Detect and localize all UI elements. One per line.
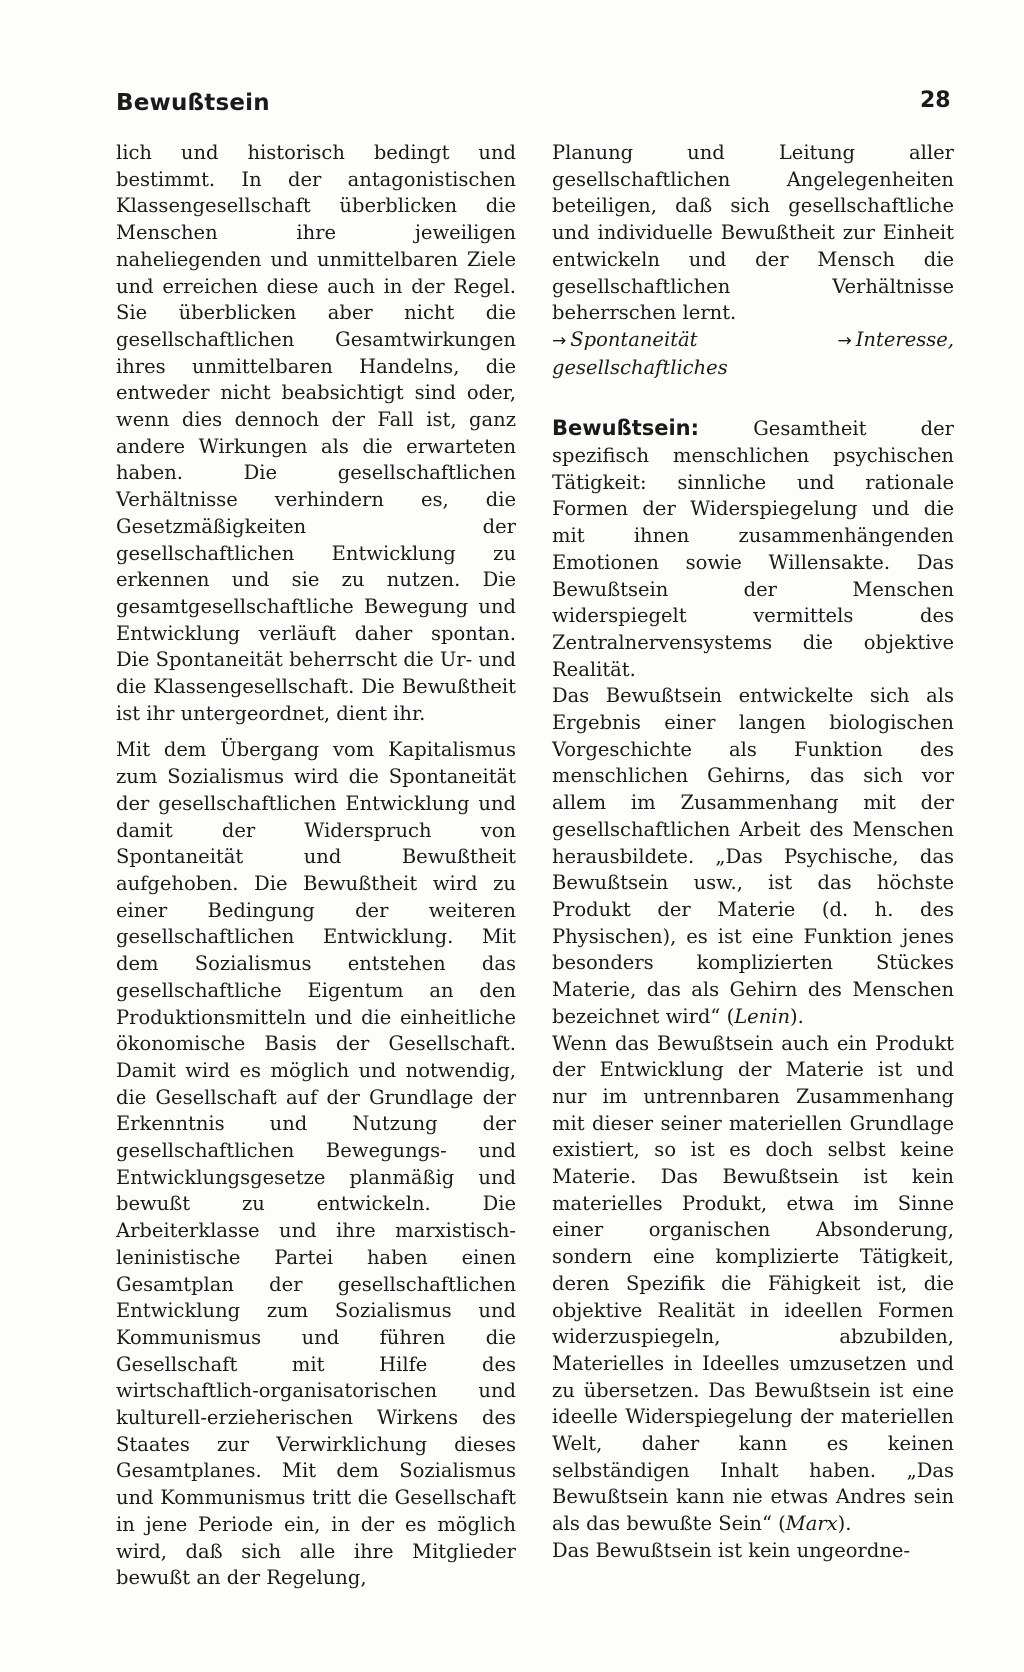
- quote-author: Lenin: [734, 1004, 791, 1028]
- paragraph: Das Bewußtsein entwickelte sich als Ergebnis einer langen biologischen Vorgeschichte als Funktion des menschlichen Gehirns, das sich vor allem im Zusammenhang mit der gesellschaftlichen Arbeit des Menschen herausbildete. „Das Psychische, das Bewußtsein usw., ist das höchste Produkt der Materie (d. h. des Physischen), es ist eine Funktion jenes besonders komplizierten Stückes Materie, das als Gehirn des Menschen bezeichnet wird“ (Lenin).: [552, 684, 954, 1028]
- paragraph: lich und historisch bedingt und bestimmt. In der antagonistischen Klassengesellschaft überblicken die Menschen ihre jeweiligen naheliegenden und unmittelbaren Ziele und erreichen diese auch in der Regel. Sie überblicken aber nicht die gesellschaftlichen Gesamtwirkungen ihres unmittelbaren Handelns, die entweder nicht beabsichtigt sind oder, wenn dies dennoch der Fall ist, ganz andere Wirkungen als die erwarteten haben. Die gesellschaftlichen Verhältnisse verhindern es, die Gesetzmäßigkeiten der gesellschaftlichen Entwicklung zu erkennen und sie zu nutzen. Die gesamtgesellschaftliche Bewegung und Entwicklung verläuft daher spontan. Die Spontaneität beherrscht die Ur- und die Klassengesellschaft. Die Bewußtheit ist ihr untergeordnet, dient ihr.: [116, 141, 516, 725]
- crossref-link[interactable]: Spontaneität: [570, 327, 698, 351]
- cross-reference: [552, 327, 954, 381]
- left-column: [116, 140, 516, 1592]
- paragraph: Mit dem Übergang vom Kapitalismus zum Sozialismus wird die Spontaneität der gesellschaftlichen Entwicklung und damit der Widerspruch von Spontaneität und Bewußtheit aufgehoben. Die Bewußtheit wird zu einer Bedingung der weiteren gesellschaftlichen Entwicklung. Mit dem Sozialismus entstehen das gesellschaftliche Eigentum an den Produktionsmitteln und die einheitliche ökonomische Basis der Gesellschaft. Damit wird es möglich und notwendig, die Gesellschaft auf der Grundlage der Erkenntnis und Nutzung der gesellschaftlichen Bewegungs- und Entwicklungsgesetze planmäßig und bewußt zu entwickeln. Die Arbeiterklasse und ihre marxistisch-leninistische Partei haben einen Gesamtplan der gesellschaftlichen Entwicklung zum Sozialismus und Kommunismus und führen die Gesellschaft mit Hilfe des wirtschaftlich-organisatorischen und kulturell-erzieherischen Wirkens des Staates zur Verwirklichung dieses Gesamtplanes. Mit dem Sozialismus und Kommunismus tritt die Gesellschaft in jene Periode ein, in der es möglich wird, daß sich alle ihre Mitglieder bewußt an der Regelung,: [116, 738, 516, 1590]
- dictionary-entry: [552, 415, 954, 683]
- paragraph: Wenn das Bewußtsein auch ein Produkt der Entwicklung der Materie ist und nur im untrennbaren Zusammenhang mit dieser seiner materiellen Grundlage existiert, so ist es doch selbst keine Materie. Das Bewußtsein ist kein materielles Produkt, etwa im Sinne einer organischen Absonderung, sondern eine komplizierte Tätigkeit, deren Spezifik die Fähigkeit ist, die objektive Realität in ideellen Formen widerzuspiegeln, abzubilden, Materielles in Ideelles umzusetzen und zu übersetzen. Das Bewußtsein ist eine ideelle Widerspiegelung der materiellen Welt, daher kann es keinen selbständigen Inhalt haben. „Das Bewußtsein kann nie etwas Andres sein als das bewußte Sein“ (Marx).: [552, 1031, 954, 1536]
- running-head: Bewußtsein: [116, 90, 270, 116]
- page-number: 28: [920, 88, 951, 113]
- arrow-right-icon: →: [837, 330, 852, 351]
- crossref-link[interactable]: Interesse, gesellschaftliches: [552, 327, 954, 379]
- paragraph: Das Bewußtsein ist kein ungeordne-: [552, 1538, 910, 1562]
- quote-author: Marx: [785, 1512, 838, 1536]
- right-column: [552, 140, 954, 1565]
- arrow-right-icon: →: [552, 330, 567, 351]
- entry-definition: Gesamtheit der spezifisch menschlichen psychischen Tätigkeit: sinnliche und rationale Formen der Widerspiegelung und die mit ihnen zusammenhängenden Emotionen sowie Willensakte. Das Bewußtsein der Menschen widerspiegelt vermittels des Zentralnervensystems die objektive Realität.: [552, 417, 954, 681]
- paragraph: Planung und Leitung aller gesellschaftlichen Angelegenheiten beteiligen, daß sich gesellschaftliche und individuelle Bewußtheit zur Einheit entwickeln und der Mensch die gesellschaftlichen Verhältnisse beherrschen lernt.: [552, 141, 954, 325]
- entry-headword: Bewußtsein:: [552, 416, 700, 441]
